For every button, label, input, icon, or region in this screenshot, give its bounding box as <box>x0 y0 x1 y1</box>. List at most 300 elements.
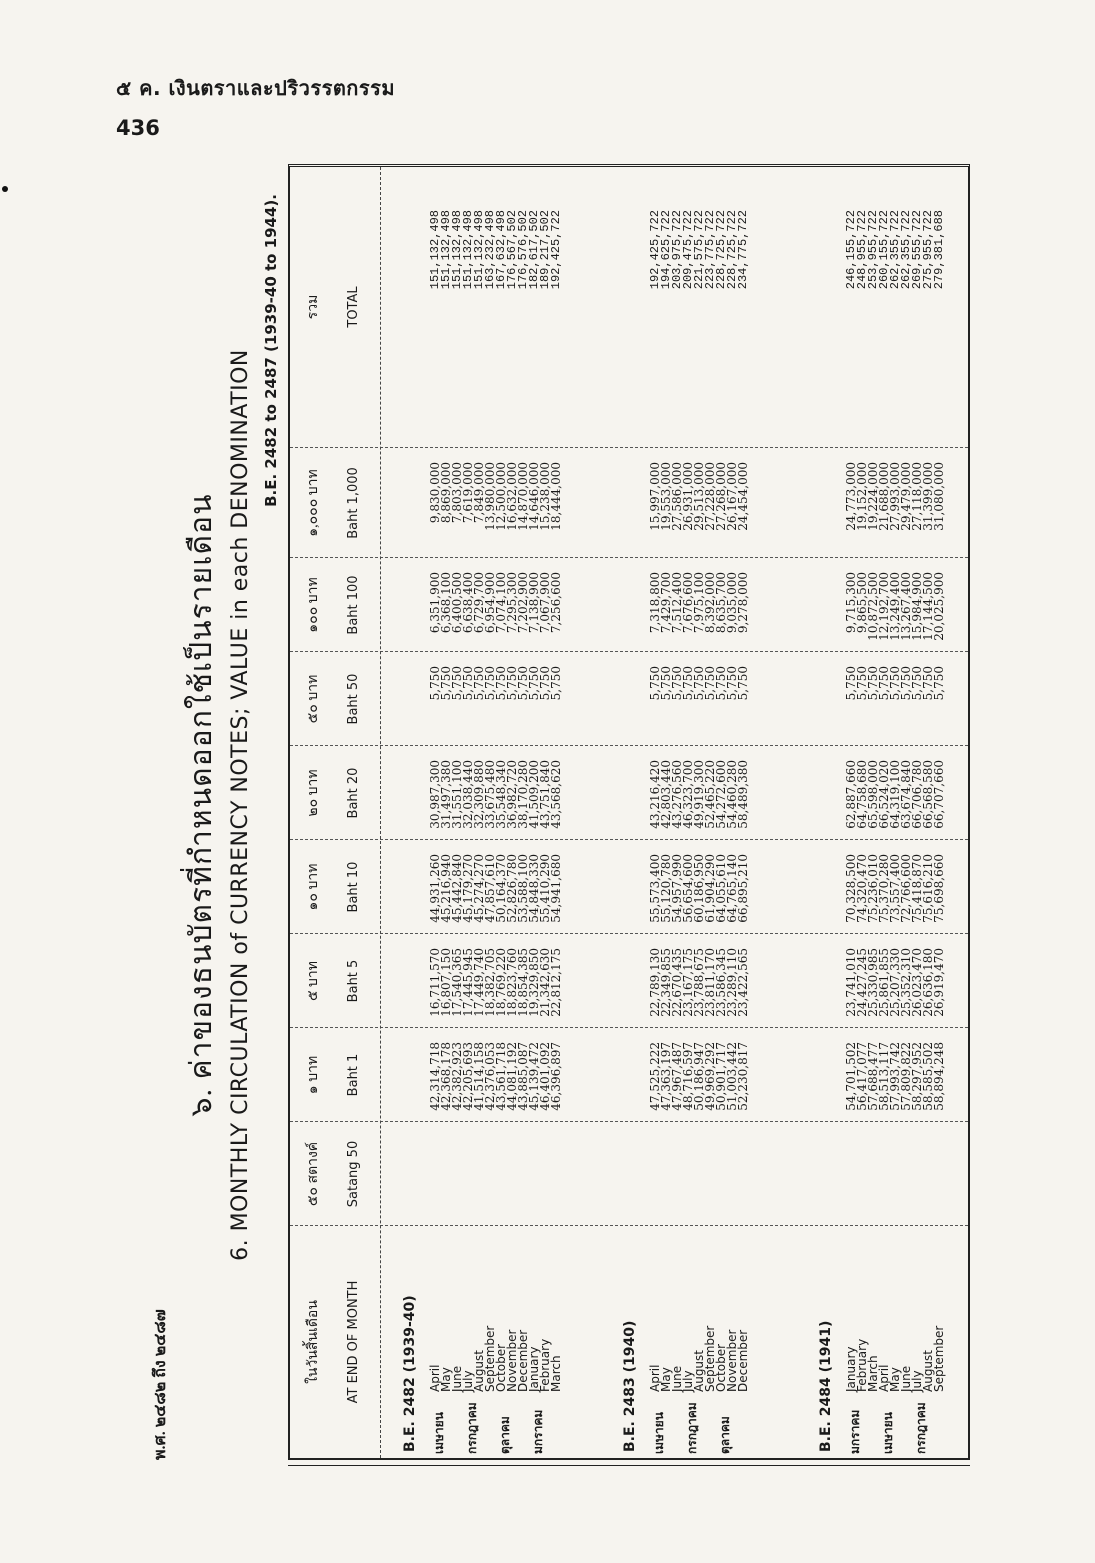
table-cell: 16,807,150 <box>439 948 453 1017</box>
table-cell: 70,328,500 <box>844 854 858 923</box>
table-cell: 54,848,330 <box>527 854 541 923</box>
month-label: May <box>439 1367 453 1392</box>
table-cell: 22,789,130 <box>648 948 662 1017</box>
table-cell: 41,514,158 <box>472 1042 486 1111</box>
table-cell: 151,132,498 <box>439 210 453 290</box>
table-cell: 5,750 <box>703 666 717 701</box>
thai-month-label: กรกฎาคม <box>685 1402 699 1454</box>
table-cell: 50,164,370 <box>494 854 508 923</box>
table-cell: 9,830,000 <box>428 462 442 524</box>
table-cell: 228,725,722 <box>725 210 739 290</box>
table-cell: 55,120,780 <box>659 854 673 923</box>
column-header-english: Baht 100 <box>346 575 361 635</box>
table-cell: 5,750 <box>714 666 728 701</box>
table-cell: 27,228,000 <box>703 462 717 531</box>
table-cell: 13,980,000 <box>483 462 497 531</box>
table-cell: 58,489,380 <box>736 760 750 829</box>
table-cell: 7,067,900 <box>538 572 552 634</box>
table-cell: 25,330,985 <box>866 948 880 1017</box>
table-cell: 53,588,100 <box>516 854 530 923</box>
table-cell: 15,238,000 <box>538 462 552 531</box>
table-cell: 151,132,498 <box>472 210 486 290</box>
table-cell: 246,155,722 <box>844 210 858 290</box>
table-cell: 29,513,000 <box>692 462 706 531</box>
table-cell: 5,750 <box>844 666 858 701</box>
table-cell: 56,417,077 <box>855 1042 869 1111</box>
table-cell: 55,573,400 <box>648 854 662 923</box>
table-cell: 45,274,270 <box>472 854 486 923</box>
table-cell: 5,750 <box>681 666 695 701</box>
table-cell: 5,750 <box>648 666 662 701</box>
table-cell: 7,512,400 <box>670 572 684 634</box>
table-cell: 50,186,947 <box>692 1042 706 1111</box>
table-cell: 72,766,600 <box>899 854 913 923</box>
section-title: B.E. 2483 (1940) <box>622 1320 638 1452</box>
month-label: March <box>549 1355 563 1392</box>
table-cell: 209,475,722 <box>681 210 695 290</box>
table-cell: 19,329,850 <box>527 948 541 1017</box>
table-cell: 192,425,722 <box>549 210 563 290</box>
thai-month-label: มกราคม <box>531 1409 545 1454</box>
table-cell: 5,750 <box>910 666 924 701</box>
table-cell: 5,750 <box>527 666 541 701</box>
table-cell: 66,895,210 <box>736 854 750 923</box>
table-cell: 66,568,580 <box>921 760 935 829</box>
table-cell: 14,646,000 <box>527 462 541 531</box>
table-cell: 194,625,722 <box>659 210 673 290</box>
table-cell: 15,984,900 <box>910 572 924 641</box>
table-cell: 42,205,693 <box>461 1042 475 1111</box>
table-cell: 5,750 <box>921 666 935 701</box>
table-cell: 43,276,560 <box>670 760 684 829</box>
column-header-english: Satang 50 <box>346 1140 361 1208</box>
table-cell: 75,418,870 <box>910 854 924 923</box>
table-cell: 35,548,340 <box>494 760 508 829</box>
page-number: 436 <box>116 116 160 140</box>
table-cell: 8,392,000 <box>703 572 717 634</box>
table-cell: 6,368,100 <box>439 572 453 634</box>
table-cell: 65,598,000 <box>866 760 880 829</box>
table-cell: 275,955,722 <box>921 210 935 290</box>
table-cell: 41,509,200 <box>527 760 541 829</box>
table-cell: 55,410,290 <box>538 854 552 923</box>
section-title: B.E. 2482 (1939-40) <box>402 1295 418 1452</box>
table-cell: 27,993,000 <box>888 462 902 531</box>
section-title: B.E. 2484 (1941) <box>818 1320 834 1452</box>
month-label: August <box>692 1350 706 1392</box>
table-cell: 5,750 <box>736 666 750 701</box>
month-label: November <box>505 1329 519 1392</box>
table-cell: 203,975,722 <box>670 210 684 290</box>
column-header-thai: ๑๐ บาท <box>306 863 321 911</box>
table-cell: 46,401,092 <box>538 1042 552 1111</box>
table-cell: 13,249,400 <box>888 572 902 641</box>
table-cell: 26,931,000 <box>681 462 695 531</box>
table-cell: 17,144,500 <box>921 572 935 641</box>
table-cell: 45,442,840 <box>450 854 464 923</box>
column-header <box>290 934 380 1028</box>
table-cell: 26,636,180 <box>921 948 935 1017</box>
table-cell: 26,023,470 <box>910 948 924 1017</box>
table-cell: 29,479,000 <box>899 462 913 531</box>
month-label: September <box>703 1325 717 1392</box>
table-cell: 6,954,900 <box>483 572 497 634</box>
rotated-table-page <box>150 150 980 1460</box>
table-cell: 262,355,722 <box>899 210 913 290</box>
table-cell: 17,449,740 <box>472 948 486 1017</box>
table-cell: 7,429,700 <box>659 572 673 634</box>
table-cell: 5,750 <box>549 666 563 701</box>
month-label: December <box>516 1329 530 1392</box>
column-header <box>290 558 380 652</box>
table-cell: 23,811,170 <box>703 948 717 1017</box>
table-cell: 32,309,880 <box>472 760 486 829</box>
table-cell: 262,355,722 <box>888 210 902 290</box>
table-cell: 7,975,100 <box>692 572 706 634</box>
table-cell: 57,993,742 <box>888 1042 902 1111</box>
table-cell: 22,812,175 <box>549 948 563 1017</box>
column-header <box>290 652 380 746</box>
table-cell: 253,955,722 <box>866 210 880 290</box>
table-cell: 8,635,700 <box>714 572 728 634</box>
thai-month-label: เมษายน <box>652 1412 666 1454</box>
table-cell: 151,132,498 <box>450 210 464 290</box>
table-cell: 19,224,000 <box>866 462 880 531</box>
table-cell: 43,885,087 <box>516 1042 530 1111</box>
month-label: May <box>659 1367 673 1392</box>
table-cell: 38,170,280 <box>516 760 530 829</box>
running-head: ๕ ค. เงินตราและปริวรรตกรรม <box>116 76 396 100</box>
table-cell: 234,775,722 <box>736 210 750 290</box>
column-header-thai: ๒๐ บาท <box>306 769 321 817</box>
table-cell: 61,904,290 <box>703 854 717 923</box>
table-cell: 24,427,245 <box>855 948 869 1017</box>
table-cell: 52,465,220 <box>703 760 717 829</box>
table-cell: 21,342,630 <box>538 948 552 1017</box>
table-cell: 75,370,280 <box>877 854 891 923</box>
column-header-english: Baht 5 <box>346 959 361 1003</box>
table-cell: 7,619,000 <box>461 462 475 524</box>
table-cell: 26,919,470 <box>932 948 946 1017</box>
table-cell: 47,857,610 <box>483 854 497 923</box>
column-header-english: Baht 20 <box>346 767 361 819</box>
table-cell: 163,232,498 <box>483 210 497 290</box>
table-title-thai: ๖. ค่าของธนบัตรที่กำหนดออกใช้เป็นรายเดือน <box>185 493 218 1117</box>
table-cell: 18,382,705 <box>483 948 497 1017</box>
currency-table <box>288 164 970 1460</box>
table-cell: 22,349,855 <box>659 948 673 1017</box>
table-cell: 18,823,760 <box>505 948 519 1017</box>
table-cell: 15,997,000 <box>648 462 662 531</box>
column-header-thai: ๕ บาท <box>306 960 321 1002</box>
month-label: October <box>494 1343 508 1392</box>
table-cell: 58,513,117 <box>877 1042 891 1111</box>
table-cell: 7,256,600 <box>549 572 563 634</box>
thai-month-label: กรกฎาคม <box>465 1402 479 1454</box>
table-cell: 269,555,722 <box>910 210 924 290</box>
thai-month-label: ตุลาคม <box>718 1416 732 1454</box>
table-cell: 44,931,260 <box>428 854 442 923</box>
thai-month-label: มกราคม <box>848 1409 862 1454</box>
table-cell: 5,750 <box>888 666 902 701</box>
year-range-thai: พ.ศ. ๒๔๘๒ ถึง ๒๔๘๗ <box>152 1309 169 1460</box>
table-cell: 52,826,780 <box>505 854 519 923</box>
table-cell: 64,758,680 <box>855 760 869 829</box>
table-cell: 5,750 <box>866 666 880 701</box>
table-cell: 49,919,300 <box>692 760 706 829</box>
table-cell: 57,809,822 <box>899 1042 913 1111</box>
table-cell: 58,297,952 <box>910 1042 924 1111</box>
table-cell: 74,320,470 <box>855 854 869 923</box>
table-cell: 10,872,500 <box>866 572 880 641</box>
table-cell: 19,553,000 <box>659 462 673 531</box>
table-cell: 14,870,000 <box>516 462 530 531</box>
month-label: June <box>450 1365 464 1392</box>
table-cell: 6,400,500 <box>450 572 464 634</box>
table-cell: 52,230,817 <box>736 1042 750 1111</box>
table-cell: 27,586,000 <box>670 462 684 531</box>
table-cell: 9,715,300 <box>844 572 858 634</box>
table-cell: 51,003,442 <box>725 1042 739 1111</box>
table-cell: 5,750 <box>692 666 706 701</box>
month-label: January <box>844 1346 858 1392</box>
table-cell: 176,567,502 <box>505 210 519 290</box>
table-cell: 27,268,000 <box>714 462 728 531</box>
month-label: September <box>483 1325 497 1392</box>
table-cell: 5,750 <box>670 666 684 701</box>
table-cell: 189,217,502 <box>538 210 552 290</box>
month-label: April <box>428 1364 442 1392</box>
table-cell: 17,445,945 <box>461 948 475 1017</box>
table-cell: 167,632,498 <box>494 210 508 290</box>
table-cell: 54,701,502 <box>844 1042 858 1111</box>
table-cell: 16,711,570 <box>428 948 442 1017</box>
month-label: February <box>855 1338 869 1392</box>
column-header-thai: ๑๐๐ บาท <box>306 577 321 633</box>
table-cell: 43,216,420 <box>648 760 662 829</box>
table-cell: 62,887,660 <box>844 760 858 829</box>
column-header-thai: รวม <box>306 294 321 320</box>
table-cell: 42,314,718 <box>428 1042 442 1111</box>
table-cell: 6,351,900 <box>428 572 442 634</box>
table-cell: 279,381,688 <box>932 210 946 290</box>
table-cell: 23,788,675 <box>692 948 706 1017</box>
thai-month-label: เมษายน <box>432 1412 446 1454</box>
table-cell: 7,138,900 <box>527 572 541 634</box>
month-label: December <box>736 1329 750 1392</box>
thai-month-label: ตุลาคม <box>498 1416 512 1454</box>
table-cell: 16,632,000 <box>505 462 519 531</box>
month-label: January <box>527 1346 541 1392</box>
column-header-english: Baht 50 <box>346 673 361 725</box>
table-cell: 49,969,292 <box>703 1042 717 1111</box>
table-cell: 33,675,480 <box>483 760 497 829</box>
table-cell: 60,186,950 <box>692 854 706 923</box>
table-cell: 24,773,000 <box>844 462 858 531</box>
table-cell: 64,765,140 <box>725 854 739 923</box>
column-header <box>290 1226 380 1458</box>
table-cell: 31,551,100 <box>450 760 464 829</box>
table-cell: 13,267,400 <box>899 572 913 641</box>
thai-month-label: เมษายน <box>881 1412 895 1454</box>
table-cell: 31,497,380 <box>439 760 453 829</box>
table-cell: 5,750 <box>725 666 739 701</box>
table-cell: 5,750 <box>899 666 913 701</box>
table-cell: 20,025,900 <box>932 572 946 641</box>
table-cell: 23,289,110 <box>725 948 739 1017</box>
column-header <box>290 746 380 840</box>
month-label: June <box>899 1365 913 1392</box>
table-cell: 73,557,400 <box>888 854 902 923</box>
table-cell: 221,575,722 <box>692 210 706 290</box>
table-cell: 24,454,000 <box>736 462 750 531</box>
table-cell: 18,769,220 <box>494 948 508 1017</box>
table-cell: 5,750 <box>855 666 869 701</box>
column-header <box>290 448 380 558</box>
table-cell: 47,525,222 <box>648 1042 662 1111</box>
table-cell: 7,803,000 <box>450 462 464 524</box>
table-cell: 31,399,000 <box>921 462 935 531</box>
month-label: April <box>877 1364 891 1392</box>
month-label: May <box>888 1367 902 1392</box>
table-cell: 7,074,100 <box>494 572 508 634</box>
month-label: November <box>725 1329 739 1392</box>
table-cell: 56,654,600 <box>681 854 695 923</box>
month-label: April <box>648 1364 662 1392</box>
table-title-english: 6. MONTHLY CIRCULATION of CURRENCY NOTES; VALUE in each DENOMINATION <box>228 349 253 1261</box>
column-header-thai: ๑ บาท <box>306 1055 321 1095</box>
table-cell: 46,396,897 <box>549 1042 563 1111</box>
table-cell: 5,750 <box>428 666 442 701</box>
table-cell: 47,363,197 <box>659 1042 673 1111</box>
column-header-thai: ๕๐ บาท <box>306 674 321 724</box>
table-cell: 23,422,565 <box>736 948 750 1017</box>
table-cell: 26,167,000 <box>725 462 739 531</box>
table-cell: 5,750 <box>538 666 552 701</box>
table-cell: 18,854,385 <box>516 948 530 1017</box>
table-cell: 23,741,010 <box>844 948 858 1017</box>
column-header-thai: ๑,๐๐๐ บาท <box>306 469 321 537</box>
table-cell: 48,716,597 <box>681 1042 695 1111</box>
table-cell: 64,319,100 <box>888 760 902 829</box>
table-cell: 25,861,855 <box>877 948 891 1017</box>
table-cell: 46,323,700 <box>681 760 695 829</box>
table-cell: 43,561,718 <box>494 1042 508 1111</box>
month-label: June <box>670 1365 684 1392</box>
table-cell: 75,236,010 <box>866 854 880 923</box>
table-cell: 182,617,502 <box>527 210 541 290</box>
table-cell: 6,729,700 <box>472 572 486 634</box>
table-cell: 58,585,502 <box>921 1042 935 1111</box>
column-header <box>290 1122 380 1226</box>
table-cell: 30,987,300 <box>428 760 442 829</box>
table-cell: 151,132,498 <box>428 210 442 290</box>
table-cell: 192,425,722 <box>648 210 662 290</box>
month-label: July <box>461 1370 475 1392</box>
table-cell: 43,568,620 <box>549 760 563 829</box>
table-cell: 45,216,940 <box>439 854 453 923</box>
table-cell: 58,894,248 <box>932 1042 946 1111</box>
table-cell: 57,688,477 <box>866 1042 880 1111</box>
column-header-thai: ในวันสิ้นเดือน <box>306 1300 321 1384</box>
table-cell: 75,616,210 <box>921 854 935 923</box>
table-cell: 9,865,500 <box>855 572 869 634</box>
table-cell: 7,295,300 <box>505 572 519 634</box>
table-cell: 66,706,780 <box>910 760 924 829</box>
table-cell: 176,576,502 <box>516 210 530 290</box>
table-cell: 5,750 <box>483 666 497 701</box>
table-cell: 5,750 <box>494 666 508 701</box>
margin-dot <box>2 186 8 192</box>
table-cell: 64,055,610 <box>714 854 728 923</box>
table-cell: 7,202,900 <box>516 572 530 634</box>
table-cell: 5,750 <box>450 666 464 701</box>
month-label: February <box>538 1338 552 1392</box>
month-label: August <box>472 1350 486 1392</box>
table-cell: 9,278,000 <box>736 572 750 634</box>
table-cell: 260,155,722 <box>877 210 891 290</box>
month-label: March <box>866 1355 880 1392</box>
table-cell: 8,869,000 <box>439 462 453 524</box>
table-cell: 42,382,923 <box>450 1042 464 1111</box>
table-cell: 42,803,440 <box>659 760 673 829</box>
table-cell: 17,540,365 <box>450 948 464 1017</box>
table-cell: 25,207,330 <box>888 948 902 1017</box>
table-cell: 21,688,000 <box>877 462 891 531</box>
table-cell: 248,955,722 <box>855 210 869 290</box>
month-label: July <box>910 1370 924 1392</box>
table-cell: 151,132,498 <box>461 210 475 290</box>
header-rule <box>380 167 382 1458</box>
table-cell: 54,272,600 <box>714 760 728 829</box>
column-header-english: TOTAL <box>346 286 361 328</box>
column-divider <box>290 1225 968 1226</box>
table-cell: 228,725,722 <box>714 210 728 290</box>
column-header-english: Baht 1 <box>346 1053 361 1097</box>
table-cell: 5,750 <box>877 666 891 701</box>
table-cell: 54,957,990 <box>670 854 684 923</box>
table-cell: 6,638,400 <box>461 572 475 634</box>
column-header <box>290 166 380 448</box>
table-cell: 50,901,717 <box>714 1042 728 1111</box>
table-cell: 42,376,053 <box>483 1042 497 1111</box>
table-cell: 27,118,000 <box>910 462 924 531</box>
column-header-english: AT END OF MONTH <box>346 1280 361 1404</box>
table-cell: 19,152,000 <box>855 462 869 531</box>
column-header <box>290 840 380 934</box>
table-cell: 66,707,660 <box>932 760 946 829</box>
table-cell: 54,941,680 <box>549 854 563 923</box>
month-label: September <box>932 1325 946 1392</box>
table-cell: 5,750 <box>505 666 519 701</box>
table-cell: 45,139,472 <box>527 1042 541 1111</box>
table-cell: 5,750 <box>461 666 475 701</box>
table-cell: 5,750 <box>439 666 453 701</box>
table-cell: 45,179,270 <box>461 854 475 923</box>
table-cell: 75,698,660 <box>932 854 946 923</box>
table-cell: 5,750 <box>659 666 673 701</box>
table-cell: 42,368,178 <box>439 1042 453 1111</box>
column-header-english: Baht 10 <box>346 861 361 913</box>
table-cell: 12,500,000 <box>494 462 508 531</box>
table-cell: 31,080,000 <box>932 462 946 531</box>
table-cell: 7,318,800 <box>648 572 662 634</box>
table-cell: 5,750 <box>472 666 486 701</box>
month-label: October <box>714 1343 728 1392</box>
month-label: August <box>921 1350 935 1392</box>
table-cell: 23,167,175 <box>681 948 695 1017</box>
column-header-thai: ๕๐ สตางค์ <box>306 1141 321 1207</box>
